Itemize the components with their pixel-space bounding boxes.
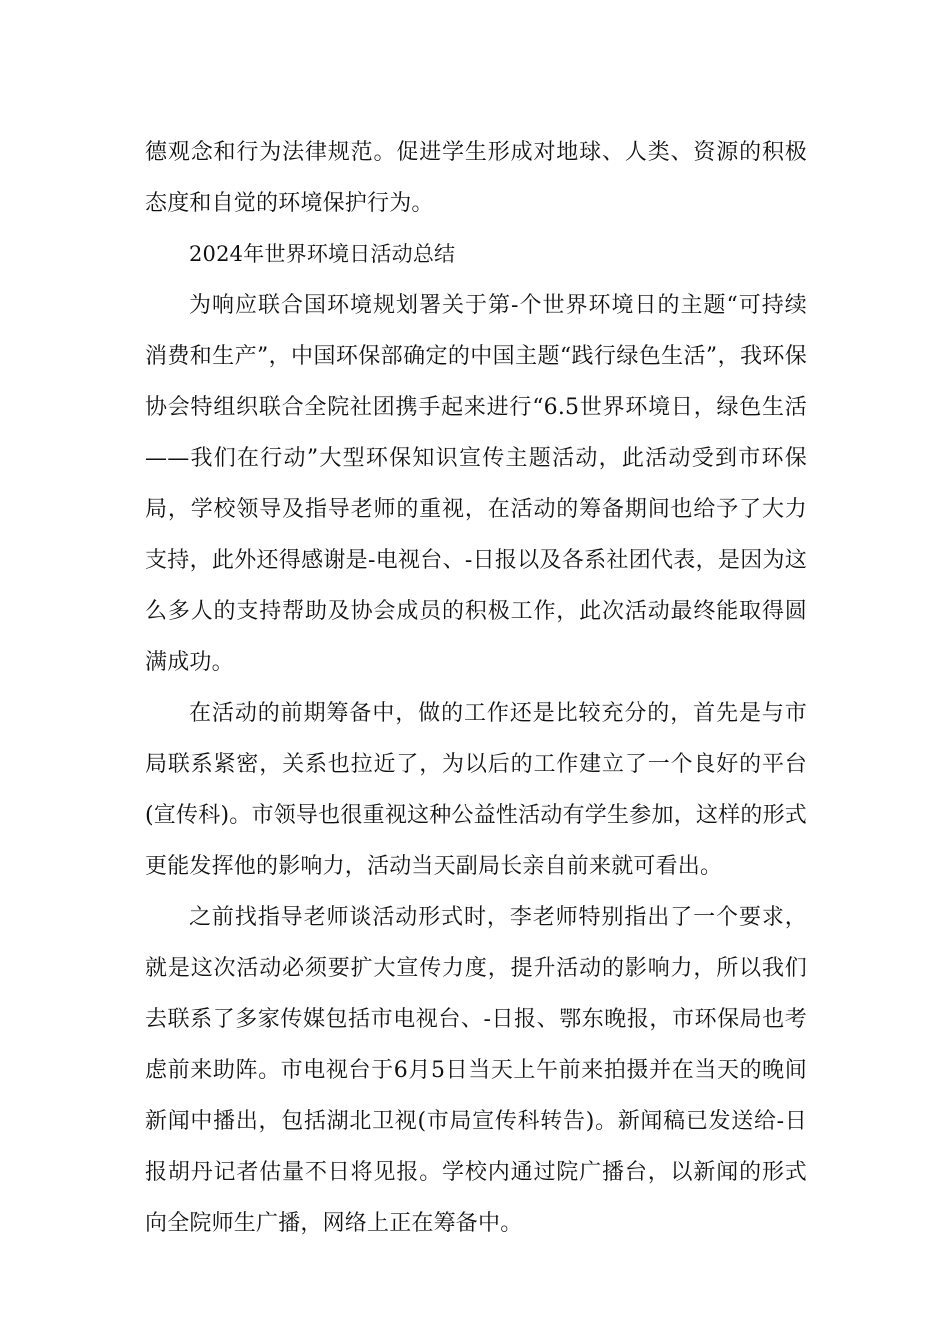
paragraph-publicity: 之前找指导老师谈活动形式时，李老师特别指出了一个要求，就是这次活动必须要扩大宣传力度，提升活动的影响力，所以我们去联系了多家传媒包括市电视台、-日报、鄂东晚报，市环保局也考虑前来助阵。市电视台于6月5日当天上午前来拍摄并在当天的晚间新闻中播出，包括湖北卫视(市局宣传科转告)。新闻稿已发送给-日报胡丹记者估量不日将见报。学校内通过院广播台，以新闻的形式向全院师生广播，网络上正在筹备中。 (145, 905, 807, 1236)
paragraph-continuation: 德观念和行为法律规范。促进学生形成对地球、人类、资源的积极态度和自觉的环境保护行为。 (145, 140, 807, 216)
paragraph-intro: 为响应联合国环境规划署关于第-个世界环境日的主题“可持续消费和生产”，中国环保部确定的中国主题“践行绿色生活”，我环保协会特组织联合全院社团携手起来进行“6.5世界环境日，绿色生活——我们在行动”大型环保知识宣传主题活动，此活动受到市环保局，学校领导及指导老师的重视，在活动的筹备期间也给予了大力支持，此外还得感谢是-电视台、-日报以及各系社团代表，是因为这么多人的支持帮助及协会成员的积极工作，此次活动最终能取得圆满成功。 (145, 293, 807, 675)
paragraph-preparation: 在活动的前期筹备中，做的工作还是比较充分的，首先是与市局联系紧密，关系也拉近了，为以后的工作建立了一个良好的平台(宣传科)。市领导也很重视这种公益性活动有学生参加，这样的形式更能发挥他的影响力，活动当天副局长亲自前来就可看出。 (145, 701, 807, 879)
section-title: 2024年世界环境日活动总结 (189, 242, 456, 266)
document-body (145, 127, 807, 1249)
